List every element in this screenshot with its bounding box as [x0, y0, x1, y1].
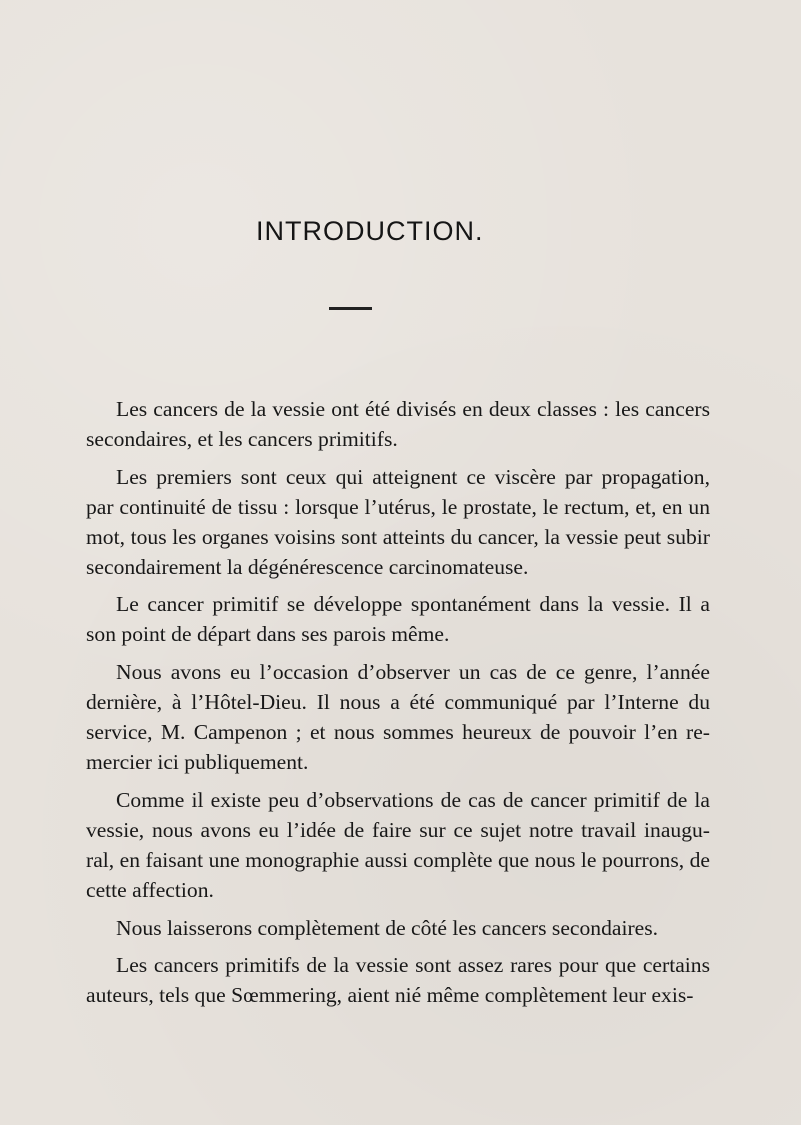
paragraph: Les cancers primitifs de la vessie sont assez rares pour que certains auteurs, tels que Sœmmering, aient nié même complètement leur exis- [86, 953, 710, 1008]
paragraph: Les premiers sont ceux qui atteignent ce viscère par propagation, par continuité de tissu : lorsque l’utérus, le prostate, le rectum, et, en un mot, tous les organes voisins sont atteints du cancer, la vessie peut subir secondairement la dégénérescence carcinomateuse. [86, 464, 710, 579]
body-text [86, 395, 710, 1019]
paragraph: Nous laisserons complètement de côté les cancers secondaires. [116, 915, 659, 940]
paragraph: Nous avons eu l’occasion d’observer un cas de ce genre, l’année dernière, à l’Hôtel-Dieu. Il nous a été communiqué par l’Interne du service, M. Campenon ; et nous sommes heureux de pouvoir l’en re- mercier ici publiquement. [86, 660, 710, 774]
title-divider [329, 307, 372, 310]
page-title: INTRODUCTION. [256, 216, 484, 246]
paragraph: Les cancers de la vessie ont été divisés en deux classes : les cancers secondaires, et les cancers primitifs. [86, 397, 710, 451]
paragraph: Le cancer primitif se développe spontanément dans la vessie. Il a son point de départ dans ses parois même. [86, 592, 710, 647]
paragraph: Comme il existe peu d’observations de cas de cancer primitif de la vessie, nous avons eu l’idée de faire sur ce sujet notre travail inaugu- ral, en faisant une monographie aussi complète que nous le pourrons, de cette affection. [86, 787, 710, 902]
